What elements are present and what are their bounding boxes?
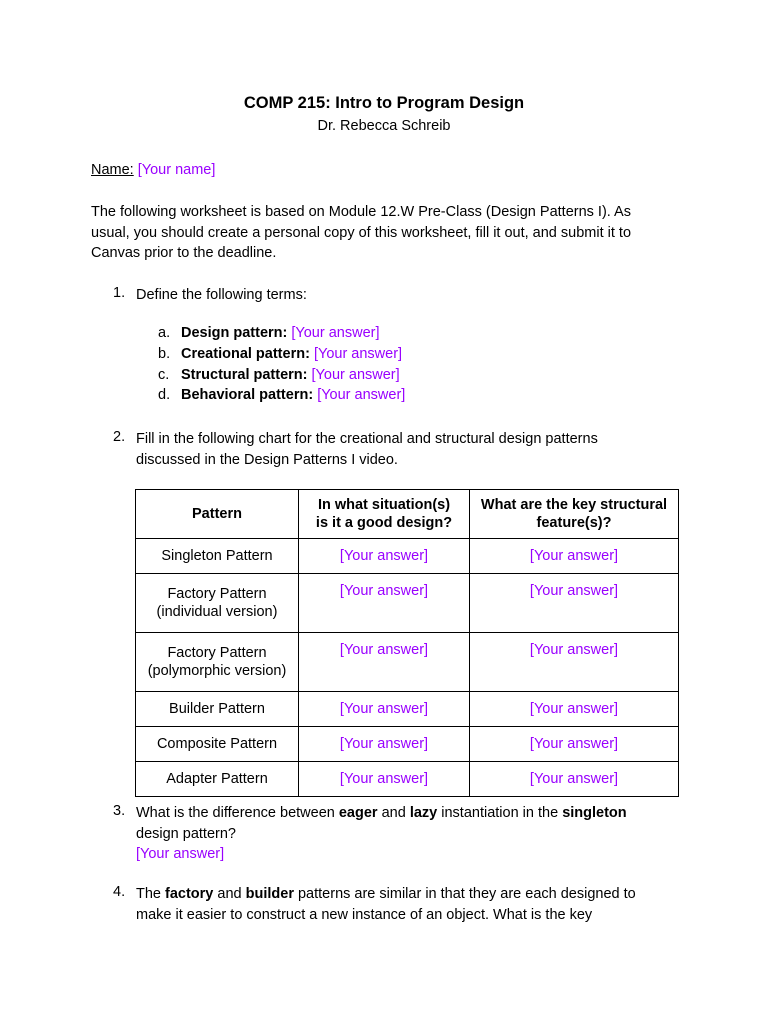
name-label: Name:: [91, 162, 134, 178]
term-name: Behavioral pattern:: [181, 387, 314, 403]
document-title: COMP 215: Intro to Program Design: [243, 94, 525, 112]
features-answer[interactable]: [Your answer]: [470, 727, 679, 762]
intro-line: Canvas prior to the deadline.: [91, 245, 277, 262]
header-line: is it a good design?: [315, 515, 453, 531]
question-1-text: Define the following terms:: [136, 287, 307, 303]
pattern-name: [136, 574, 299, 633]
term-letter: d.: [158, 387, 171, 403]
features-answer[interactable]: [Your answer]: [470, 762, 679, 797]
pattern-name: Singleton Pattern: [136, 539, 299, 574]
bold-term: lazy: [409, 805, 438, 821]
term-letter: b.: [158, 346, 171, 362]
pattern-name: [136, 633, 299, 692]
term-name: Design pattern:: [181, 325, 288, 341]
header-line: feature(s)?: [536, 515, 612, 531]
question-4-text: [136, 884, 676, 925]
header-features: [470, 490, 679, 539]
question-number: 3.: [113, 803, 126, 819]
term-name: Creational pattern:: [181, 346, 310, 362]
term-letter: a.: [158, 325, 171, 341]
situation-answer[interactable]: [Your answer]: [299, 633, 470, 692]
header-pattern: Pattern: [136, 490, 299, 539]
table-row: [136, 762, 679, 797]
question-3-answer[interactable]: [Your answer]: [136, 846, 225, 863]
features-answer[interactable]: [Your answer]: [470, 574, 679, 633]
question-line: [136, 803, 676, 824]
text-run: instantiation in the: [437, 805, 563, 821]
bold-term: eager: [338, 805, 378, 821]
instructor-name: Dr. Rebecca Schreib: [317, 118, 451, 134]
pattern-name: Builder Pattern: [136, 692, 299, 727]
question-2-text: [136, 429, 676, 470]
pattern-line: Factory Pattern: [167, 586, 267, 602]
header-line: What are the key structural: [480, 497, 668, 513]
bold-term: singleton: [562, 805, 627, 821]
table-row: [136, 692, 679, 727]
situation-answer[interactable]: [Your answer]: [299, 727, 470, 762]
situation-answer[interactable]: [Your answer]: [299, 574, 470, 633]
situation-answer[interactable]: [Your answer]: [299, 692, 470, 727]
table-row: [136, 633, 679, 692]
text-run: and: [377, 805, 410, 821]
intro-line: The following worksheet is based on Module 12.W Pre-Class (Design Patterns I). As: [91, 204, 631, 220]
term-item: [181, 346, 402, 362]
text-run: The: [136, 886, 166, 902]
term-name: Structural pattern:: [181, 367, 308, 383]
term-item: [181, 387, 405, 403]
term-item: [181, 325, 380, 341]
intro-line: usual, you should create a personal copy of this worksheet, fill it out, and submit it to: [91, 224, 632, 241]
term-answer[interactable]: [Your answer]: [311, 367, 400, 383]
table-row: [136, 539, 679, 574]
term-item: [181, 367, 400, 383]
term-answer[interactable]: [Your answer]: [317, 387, 406, 403]
question-line: design pattern?: [136, 825, 236, 842]
features-answer[interactable]: [Your answer]: [470, 633, 679, 692]
pattern-line: (individual version): [156, 604, 278, 620]
features-answer[interactable]: [Your answer]: [470, 692, 679, 727]
text-run: patterns are similar in that they are each designed to: [293, 886, 636, 902]
question-number: 2.: [113, 429, 126, 445]
term-answer[interactable]: [Your answer]: [291, 325, 380, 341]
question-number: 4.: [113, 884, 126, 900]
question-number: 1.: [113, 285, 126, 301]
question-line: [136, 884, 676, 905]
pattern-line: (polymorphic version): [147, 663, 287, 679]
question-3-text: [136, 803, 676, 865]
pattern-name: Adapter Pattern: [136, 762, 299, 797]
term-letter: c.: [158, 367, 170, 383]
table-header-row: [136, 490, 679, 539]
features-answer[interactable]: [Your answer]: [470, 539, 679, 574]
question-line: Fill in the following chart for the creational and structural design patterns: [136, 431, 598, 447]
name-field: [91, 162, 215, 178]
question-line: make it easier to construct a new instance of an object. What is the key: [136, 906, 593, 923]
name-answer[interactable]: [Your name]: [137, 162, 216, 178]
bold-term: factory: [165, 886, 214, 902]
header-line: In what situation(s): [317, 497, 451, 513]
situation-answer[interactable]: [Your answer]: [299, 762, 470, 797]
situation-answer[interactable]: [Your answer]: [299, 539, 470, 574]
text-run: and: [213, 886, 246, 902]
pattern-line: Factory Pattern: [167, 645, 267, 661]
header-situation: [299, 490, 470, 539]
bold-term: builder: [245, 886, 294, 902]
design-patterns-table: [135, 489, 679, 797]
text-run: What is the difference between: [136, 805, 339, 821]
table-row: [136, 574, 679, 633]
table-row: [136, 727, 679, 762]
pattern-name: Composite Pattern: [136, 727, 299, 762]
question-line: discussed in the Design Patterns I video.: [136, 451, 398, 468]
term-answer[interactable]: [Your answer]: [313, 346, 403, 362]
intro-paragraph: [91, 202, 691, 264]
